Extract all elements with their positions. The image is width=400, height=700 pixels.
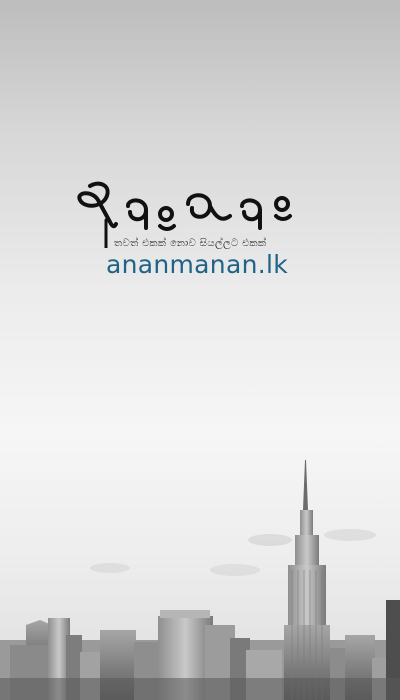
logo-domain: ananmanan.lk (106, 250, 288, 279)
app-logo (70, 178, 340, 298)
city-skyline-image (0, 420, 400, 700)
logo-tagline: තවත් එකක් නොව සියල්ලට එකක් (114, 238, 267, 249)
